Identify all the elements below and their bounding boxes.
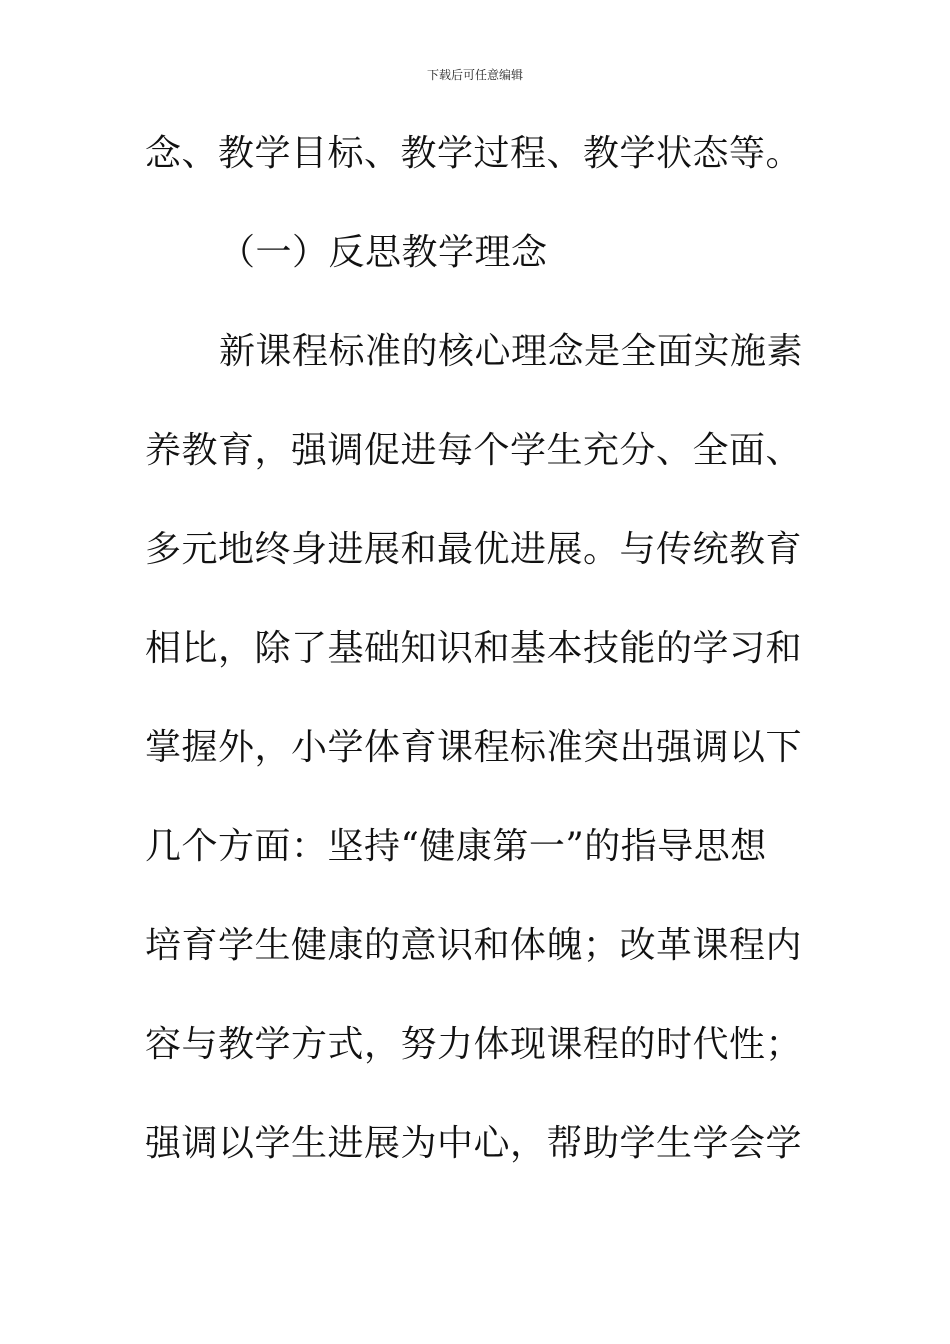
paragraph-first-line: 新课程标准的核心理念是全面实施素 — [219, 331, 804, 372]
document-body — [145, 122, 810, 1211]
text-line-7: 掌握外，小学体育课程标准突出强调以下 — [145, 727, 803, 768]
text-line-6: 相比，除了基础知识和基本技能的学习和 — [145, 628, 803, 669]
page-header-note: 下载后可任意编辑 — [426, 68, 523, 82]
text-line-8: 几个方面：坚持“健康第一”的指导思想 — [145, 826, 767, 867]
section-heading: （一）反思教学理念 — [219, 232, 548, 273]
text-line-10: 容与教学方式，努力体现课程的时代性； — [145, 1024, 803, 1065]
text-line-9: 培育学生健康的意识和体魄；改革课程内 — [145, 925, 803, 966]
text-line-1: 念、教学目标、教学过程、教学状态等。 — [145, 133, 803, 174]
text-line-4: 养教育，强调促进每个学生充分、全面、 — [145, 430, 803, 471]
text-line-5: 多元地终身进展和最优进展。与传统教育 — [145, 529, 803, 570]
text-line-11: 强调以学生进展为中心，帮助学生学会学 — [145, 1123, 803, 1164]
